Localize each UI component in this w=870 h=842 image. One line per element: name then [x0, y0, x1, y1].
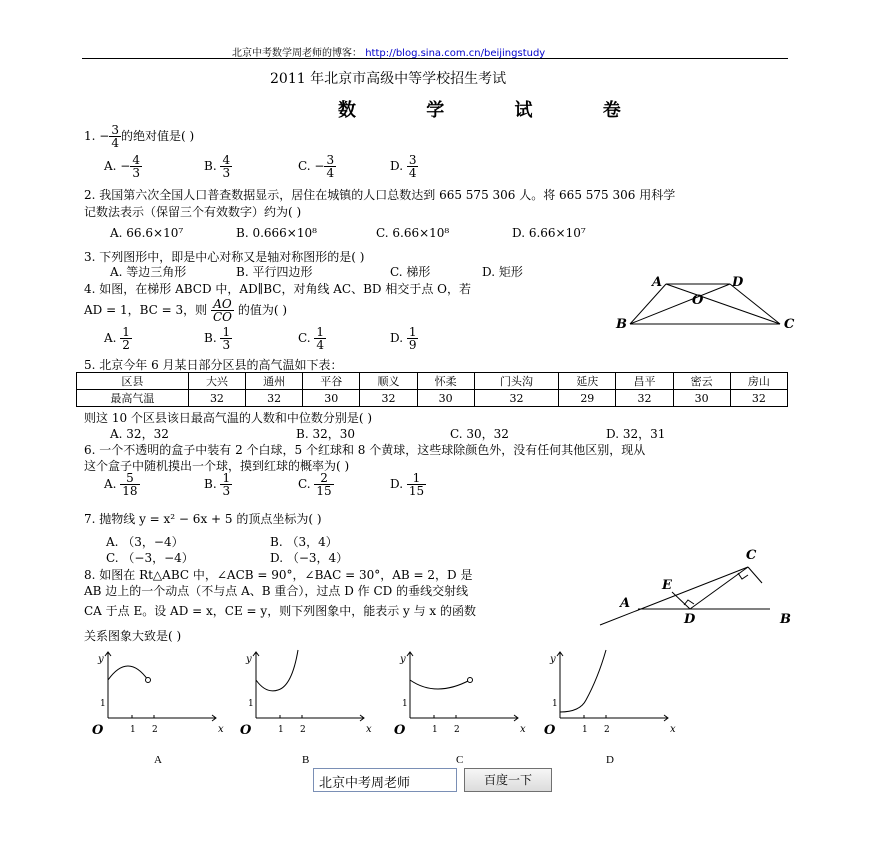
table-header-cell: 房山: [730, 373, 787, 390]
trap-dc: [730, 284, 780, 324]
function-curve: [108, 666, 148, 680]
origin-label: O: [240, 723, 252, 738]
origin-label: O: [394, 723, 406, 738]
label-d: D: [732, 275, 744, 290]
trap-bd: [630, 284, 730, 324]
table-row: [77, 390, 788, 407]
q2-option-a: A. 66.6×10⁷: [110, 226, 184, 240]
right-angle-c: [738, 573, 748, 579]
table-cell: 32: [188, 390, 245, 407]
function-curve: [410, 680, 470, 689]
q5-option-d: D. 32，31: [606, 427, 666, 441]
q1-option-b: B. $\frac{4}{3}$: [204, 153, 231, 180]
table-header-cell: 通州: [246, 373, 303, 390]
x-tick-1-label: 1: [130, 725, 136, 735]
q5-option-c: C. 30，32: [450, 427, 509, 441]
y-axis-label: y: [400, 654, 406, 665]
q2-option-c: C. 6.66×10⁸: [376, 226, 450, 240]
q8-line2: AB 边上的一个动点（不与点 A、B 重合），过点 D 作 CD 的垂线交射线: [84, 584, 469, 598]
q1-option-a: A. − $\frac{4}{3}$: [104, 153, 140, 180]
q1-option-c: C. − $\frac{3}{4}$: [298, 153, 335, 180]
table-cell: 32: [360, 390, 417, 407]
q7-option-c: C. （−3，−4）: [106, 551, 194, 565]
q4-option-b: B. $\frac{1}{3}$: [204, 325, 231, 352]
graph-letter: C: [456, 754, 464, 766]
q5-option-a: A. 32，32: [110, 427, 169, 441]
exam-subtitle: 数 学 试 卷: [338, 100, 653, 121]
q1-option-d: D. $\frac{3}{4}$: [390, 153, 417, 180]
tri-cd: [690, 567, 748, 609]
table-header-cell: 密云: [673, 373, 730, 390]
graph-letter: D: [606, 754, 614, 766]
table-header-row: [77, 373, 788, 390]
label-a: A: [652, 275, 663, 290]
trapezoid-figure: [610, 272, 800, 337]
q7-option-b: B. （3，4）: [270, 535, 338, 549]
temperature-table: [76, 372, 788, 407]
function-curve: [256, 650, 298, 691]
table-cell: 30: [673, 390, 730, 407]
page-header: [232, 44, 545, 59]
header-prefix: 北京中考数学周老师的博客：: [232, 48, 362, 59]
table-cell: 32: [474, 390, 559, 407]
search-input[interactable]: 北京中考周老师: [313, 768, 457, 792]
origin-label: O: [544, 723, 556, 738]
y-axis-label: y: [98, 654, 104, 665]
q8-line1: 8. 如图在 Rt△ABC 中，∠ACB = 90°，∠BAC = 30°，AB = 2，D 是: [84, 568, 473, 582]
q6-option-a: A. $\frac{5}{18}$: [104, 471, 138, 498]
y-tick-label: 1: [248, 699, 254, 709]
table-cell: 32: [246, 390, 303, 407]
q1-stem: 1. − $\frac{3}{4}$ 的绝对值是( ): [84, 123, 195, 150]
y-tick-label: 1: [552, 699, 558, 709]
header-rule: [82, 58, 788, 59]
open-endpoint: [146, 678, 151, 683]
graph-a: [88, 648, 228, 768]
q5-stem: 5. 北京今年 6 月某日部分区县的高气温如下表：: [84, 358, 343, 372]
table-cell: 30: [417, 390, 474, 407]
q6-line2: 这个盒子中随机摸出一个球，摸到红球的概率为( ): [84, 459, 350, 473]
graph-letter: A: [154, 754, 162, 766]
x-tick-1-label: 1: [432, 725, 438, 735]
q4-line1: 4. 如图，在梯形 ABCD 中，AD∥BC，对角线 AC、BD 相交于点 O，若: [84, 282, 472, 296]
label-b: B: [780, 612, 791, 627]
table-header-cell: 延庆: [559, 373, 616, 390]
tri-c-tick: [748, 567, 762, 583]
label-a: A: [620, 596, 631, 611]
origin-label: O: [92, 723, 104, 738]
q6-line1: 6. 一个不透明的盒子中装有 2 个白球，5 个红球和 8 个黄球，这些球除颜色外，没有任何其他区别，现从: [84, 443, 646, 457]
x-tick-2-label: 2: [604, 725, 610, 735]
x-tick-1-label: 1: [582, 725, 588, 735]
x-axis-label: x: [218, 724, 224, 735]
q7-option-a: A. （3，−4）: [106, 535, 184, 549]
label-c: C: [746, 548, 757, 563]
x-tick-2-label: 2: [300, 725, 306, 735]
table-header-cell: 怀柔: [417, 373, 474, 390]
q4-option-d: D. $\frac{1}{9}$: [390, 325, 417, 352]
table-header-cell: 平谷: [303, 373, 360, 390]
q8-line3: CA 于点 E。设 AD = x，CE = y，则下列图象中，能表示 y 与 x 的函数: [84, 604, 476, 618]
q4-option-a: A. $\frac{1}{2}$: [104, 325, 130, 352]
trap-ac: [666, 284, 780, 324]
table-header-cell: 大兴: [188, 373, 245, 390]
table-header-cell: 区县: [77, 373, 189, 390]
q6-option-c: C. $\frac{2}{15}$: [298, 471, 332, 498]
q2-line1: 2. 我国第六次全国人口普查数据显示，居住在城镇的人口总数达到 665 575 306 人。将 665 575 306 用科学: [84, 188, 676, 202]
q2-option-b: B. 0.666×10⁸: [236, 226, 317, 240]
graph-letter: B: [302, 754, 310, 766]
y-axis-label: y: [246, 654, 252, 665]
q2-line2: 记数法表示（保留三个有效数字）约为( ): [84, 205, 302, 219]
x-tick-1-label: 1: [278, 725, 284, 735]
graph-b: [236, 648, 376, 768]
label-b: B: [616, 317, 627, 332]
triangle-figure: [590, 545, 800, 630]
x-axis-label: x: [520, 724, 526, 735]
x-tick-2-label: 2: [152, 725, 158, 735]
graph-d: [540, 648, 680, 768]
q7-option-d: D. （−3，4）: [270, 551, 349, 565]
table-cell: 最高气温: [77, 390, 189, 407]
search-button[interactable]: 百度一下: [464, 768, 552, 792]
q3-option-a: A. 等边三角形: [110, 265, 187, 279]
label-d: D: [684, 612, 696, 627]
x-axis-label: x: [670, 724, 676, 735]
table-cell: 32: [616, 390, 673, 407]
q2-option-d: D. 6.66×10⁷: [512, 226, 586, 240]
q5-after: 则这 10 个区县该日最高气温的人数和中位数分别是( ): [84, 411, 373, 425]
table-cell: 29: [559, 390, 616, 407]
label-o: O: [692, 293, 704, 308]
table-header-cell: 昌平: [616, 373, 673, 390]
y-tick-label: 1: [100, 699, 106, 709]
q3-option-b: B. 平行四边形: [236, 265, 313, 279]
y-axis-label: y: [550, 654, 556, 665]
table-cell: 30: [303, 390, 360, 407]
y-tick-label: 1: [402, 699, 408, 709]
x-axis-label: x: [366, 724, 372, 735]
label-e: E: [662, 578, 672, 593]
q8-line4: 关系图象大致是( ): [84, 629, 182, 643]
x-tick-2-label: 2: [454, 725, 460, 735]
q7-stem: 7. 抛物线 y = x² − 6x + 5 的顶点坐标为( ): [84, 512, 322, 526]
q6-option-d: D. $\frac{1}{15}$: [390, 471, 425, 498]
open-endpoint: [468, 678, 473, 683]
q4-line2: AD = 1，BC = 3，则 $\frac{AO}{CO}$ 的值为( ): [84, 297, 288, 324]
trap-ab: [630, 284, 666, 324]
q4-option-c: C. $\frac{1}{4}$: [298, 325, 325, 352]
blog-link[interactable]: http://blog.sina.com.cn/beijingstudy: [365, 48, 546, 59]
graph-c: [390, 648, 530, 768]
q5-option-b: B. 32，30: [296, 427, 355, 441]
table-header-cell: 顺义: [360, 373, 417, 390]
function-curve: [560, 650, 606, 712]
q3-option-c: C. 梯形: [390, 265, 431, 279]
table-cell: 32: [730, 390, 787, 407]
q3-stem: 3. 下列图形中，即是中心对称又是轴对称图形的是( ): [84, 250, 365, 264]
exam-title: 2011 年北京市高级中等学校招生考试: [270, 71, 507, 87]
table-header-cell: 门头沟: [474, 373, 559, 390]
q6-option-b: B. $\frac{1}{3}$: [204, 471, 231, 498]
label-c: C: [784, 317, 795, 332]
q3-option-d: D. 矩形: [482, 265, 523, 279]
